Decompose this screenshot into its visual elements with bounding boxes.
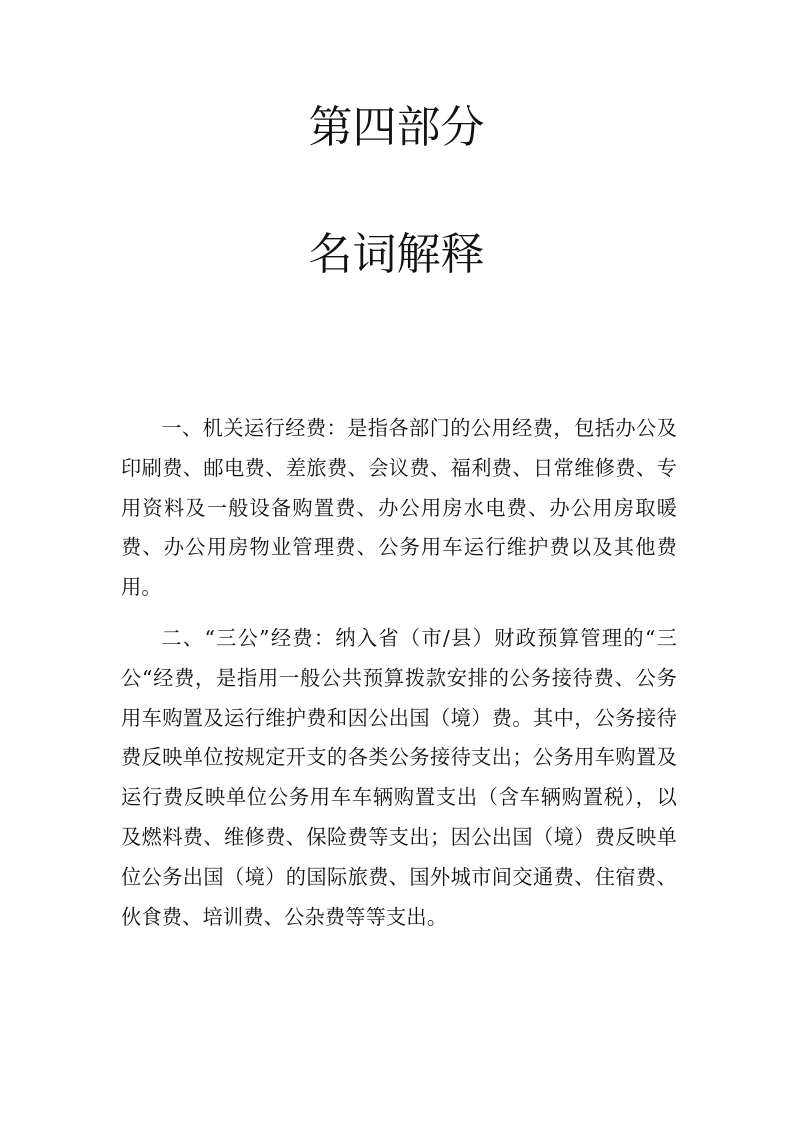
- paragraph-three-public-expenses: 二、“三公”经费：纳入省（市/县）财政预算管理的“三公“经费，是指用一般公共预算拨款安排的公务接待费、公务用车购置及运行维护费和因公出国（境）费。其中，公务接待费反映单位按规定开支的各类公务接待支出；公务用车购置及运行费反映单位公务用车车辆购置支出（含车辆购置税），以及燃料费、维修费、保险费等支出；因公出国（境）费反映单位公务出国（境）的国际旅费、国外城市间交通费、住宿费、伙食费、培训费、公杂费等等支出。: [121, 626, 677, 929]
- section-subtitle: 名词解释: [308, 229, 485, 280]
- section-title: 第四部分: [308, 102, 485, 153]
- paragraph-operating-expenses: 一、机关运行经费：是指各部门的公用经费，包括办公及印刷费、邮电费、差旅费、会议费、福利费、日常维修费、专用资料及一般设备购置费、办公用房水电费、办公用房取暖费、办公用房物业管理费、公务用车运行维护费以及其他费用。: [121, 416, 677, 600]
